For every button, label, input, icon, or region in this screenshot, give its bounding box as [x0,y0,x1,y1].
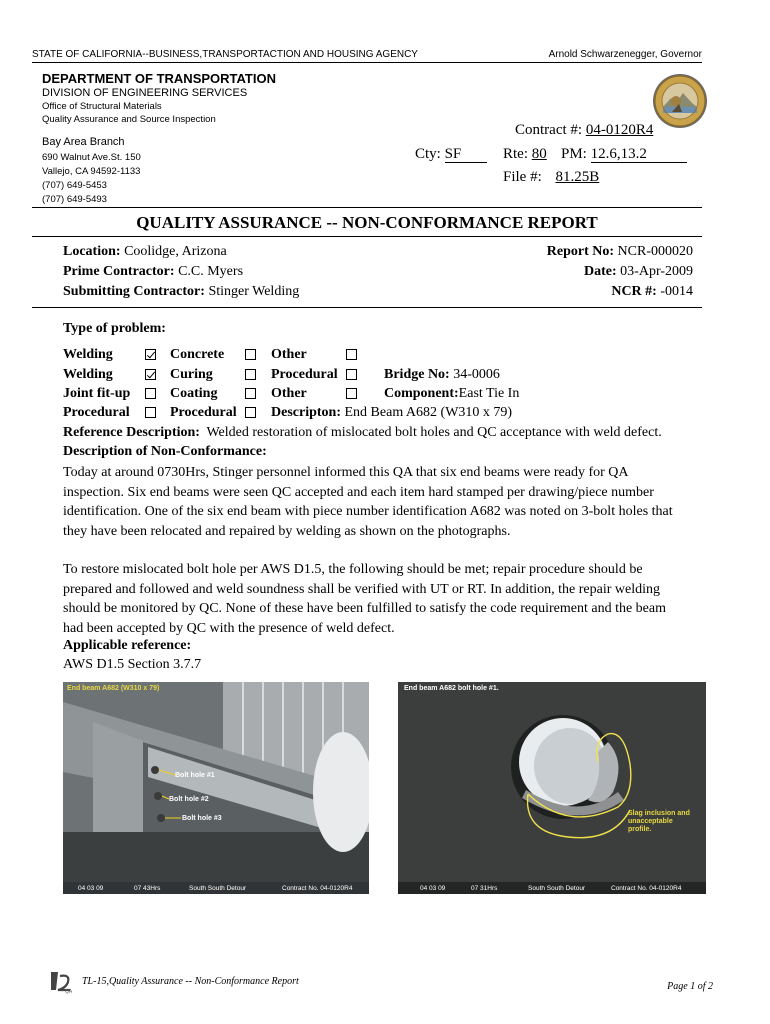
problem-other-1: Other [271,347,307,362]
form-logo-icon [48,968,74,994]
svg-text:QA: QA [65,989,73,994]
postmile-value: 12.6,13.2 [591,147,687,163]
location-label: Location: [63,244,121,259]
bolt-hole-3-label: Bolt hole #3 [182,815,222,822]
bolt-hole-photo-title: End beam A682 bolt hole #1. [404,685,499,692]
description-label: Descripton: [271,405,341,420]
other-2-checkbox[interactable] [346,388,357,399]
component-line [384,386,519,402]
bridge-number-line [384,367,500,383]
bolt-hole-photo-location: South South Detour [528,885,586,892]
component-label: Component: [384,386,459,401]
header-rule [32,62,702,63]
ncr-number-line [611,284,693,300]
agency-header: STATE OF CALIFORNIA--BUSINESS,TRANSPORTACTION AND HOUSING AGENCY [32,49,418,60]
applicable-reference-value: AWS D1.5 Section 3.7.7 [63,657,202,672]
bridge-number-label: Bridge No: [384,367,450,382]
nonconformance-heading: Description of Non-Conformance: [63,444,267,459]
county-label: Cty: [415,146,441,162]
procedural-1-checkbox[interactable] [145,407,156,418]
problem-concrete: Concrete [170,347,225,362]
prime-contractor-label: Prime Contractor: [63,264,175,279]
office-name: Office of Structural Materials [42,101,162,112]
location-value: Coolidge, Arizona [124,244,227,259]
report-number-line [547,244,693,260]
report-title: QUALITY ASSURANCE -- NON-CONFORMANCE REPORT [136,213,598,232]
branch-phone-1: (707) 649-5453 [42,180,107,191]
route-field [503,146,547,163]
branch-name: Bay Area Branch [42,136,125,148]
governor-header: Arnold Schwarzenegger, Governor [548,49,702,60]
beam-photo [63,682,369,894]
date-label: Date: [584,264,617,279]
report-number-label: Report No: [546,244,615,259]
procedural-2-checkbox[interactable] [245,407,256,418]
prime-contractor-line [63,264,243,280]
branch-street: 690 Walnut Ave.St. 150 [42,152,141,163]
problem-procedural-1: Procedural [63,405,130,420]
problem-procedural-2: Procedural [170,405,237,420]
bolt-hole-photo-time: 07 31Hrs [471,885,498,892]
component-value: East Tie In [458,386,520,401]
postmile-label: PM: [561,146,587,162]
contract-value: 04-0120R4 [585,122,654,138]
problem-joint-fit-up: Joint fit-up [63,386,131,401]
applicable-reference-heading: Applicable reference: [63,638,192,653]
prime-contractor-value: C.C. Myers [178,264,244,279]
ncr-number-value: -0014 [660,284,693,299]
file-value: 81.25B [555,169,600,185]
page-number: Page 1 of 2 [667,981,713,992]
concrete-checkbox[interactable] [245,349,256,360]
ncr-number-label: NCR #: [611,284,657,299]
problem-curing: Curing [170,367,213,382]
california-seal-icon [652,73,708,129]
contract-number [515,122,653,139]
submitting-contractor-label: Submitting Contractor: [63,284,205,299]
date-line [584,264,693,280]
coating-checkbox[interactable] [245,388,256,399]
report-number-value: NCR-000020 [617,244,693,259]
description-line [271,405,512,421]
bolt-hole-2-label: Bolt hole #2 [169,796,209,803]
bridge-number-value: 34-0006 [453,367,500,382]
bolt-hole-photo-contract: Contract No. 04-0120R4 [611,885,682,892]
reference-value: Welded restoration of mislocated bolt holes and QC acceptance with weld defect. [206,425,662,440]
beam-photo-contract: Contract No. 04-0120R4 [282,885,353,892]
unit-name: Quality Assurance and Source Inspection [42,114,216,125]
problem-procedural-3: Procedural [271,367,338,382]
form-name: TL-15,Quality Assurance -- Non-Conformance Report [82,976,299,987]
branch-city: Vallejo, CA 94592-1133 [42,166,141,177]
file-label: File #: [503,169,542,185]
curing-checkbox[interactable] [245,369,256,380]
route-label: Rte: [503,146,528,162]
department-name: DEPARTMENT OF TRANSPORTATION [42,71,276,86]
info-rule [32,307,702,308]
route-value: 80 [531,146,547,162]
problem-welding-2: Welding [63,367,113,382]
procedural-3-checkbox[interactable] [346,369,357,380]
description-value: End Beam A682 (W310 x 79) [344,405,513,420]
location-line [63,244,227,260]
joint-fit-up-checkbox[interactable] [145,388,156,399]
problem-welding-1: Welding [63,347,113,362]
branch-phone-2: (707) 649-5493 [42,194,107,205]
beam-photo-time: 07 43Hrs [134,885,161,892]
slag-inclusion-note: Slag inclusion and unacceptable profile. [628,810,690,833]
county-field [415,146,487,163]
title-bottom-rule [32,236,702,237]
bolt-hole-1-label: Bolt hole #1 [175,772,215,779]
bolt-hole-photo-date: 04 03 09 [420,885,446,892]
date-value: 03-Apr-2009 [620,264,693,279]
division-name: DIVISION OF ENGINEERING SERVICES [42,87,248,99]
other-1-checkbox[interactable] [346,349,357,360]
title-top-rule [32,207,702,208]
contract-label: Contract #: [515,122,583,138]
welding-1-checkbox[interactable] [145,349,156,360]
reference-line [63,425,662,441]
beam-photo-title: End beam A682 (W310 x 79) [67,685,160,692]
beam-photo-location: South South Detour [189,885,247,892]
file-field [503,169,599,186]
reference-label: Reference Description: [63,425,200,440]
problem-type-heading: Type of problem: [63,321,166,336]
beam-photo-date: 04 03 09 [78,885,104,892]
welding-2-checkbox[interactable] [145,369,156,380]
submitting-contractor-value: Stinger Welding [208,284,300,299]
county-value: SF [445,147,487,163]
nonconformance-paragraph-2: To restore mislocated bolt hole per AWS D1.5, the following should be met; repair procedure should be prepared and followed and weld soundness shall be verified with UT or RT. In addition, the repair welding should be monitored by QC. None of these have been fulfilled to satisfy the code requirement and the beam had been accepted by QC with the presence of weld defect. [63,562,666,636]
problem-other-2: Other [271,386,307,401]
bolt-hole-photo [398,682,706,894]
postmile-field [561,146,687,163]
submitting-contractor-line [63,284,299,300]
nonconformance-paragraph-1: Today at around 0730Hrs, Stinger personnel informed this QA that six end beams were ready for QA inspection. Six end beams were seen QC accepted and each item hard stamped per drawing/piece number identification. One of the six end beam with piece number identification A682 was noted on 3-bolt holes that they have been relocated and repaired by welding as shown on the photographs. [63,465,673,539]
problem-coating: Coating [170,386,218,401]
